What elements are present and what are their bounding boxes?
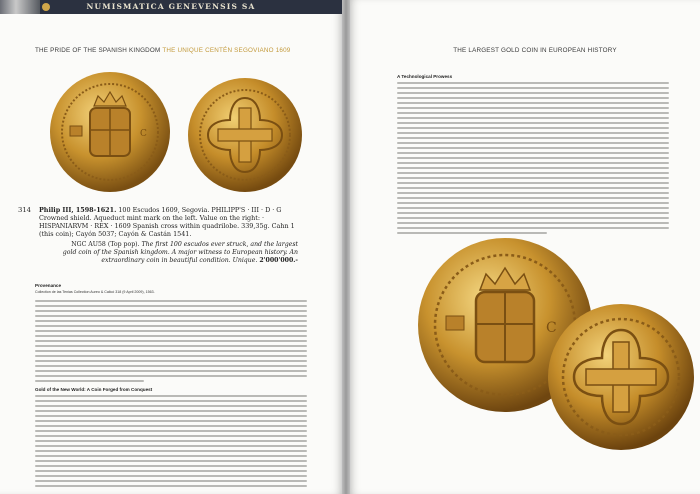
section-heading-gold-new-world: Gold of the New World: A Coin Forged from Conquest <box>35 387 153 392</box>
lot-body: 100 Escudos 1609, Segovia. PHILIPP'S · III · D · G Crowned shield. Aqueduct mint mark on the left. Value on the right: · HISPANIARVM · REX · 1609 Spanish cross within quadrilobe. 339,35g. Cahn 1 (this coin); Cayón 5037; Cayón & Castán 1541. <box>39 206 295 238</box>
section-heading-technology: A Technological Prowess <box>397 74 453 79</box>
heading-plain: THE PRIDE OF THE SPANISH KINGDOM <box>35 47 161 54</box>
coin-reverse-large-image <box>546 302 696 452</box>
coin-reverse-image <box>186 76 304 194</box>
svg-text:C: C <box>140 129 147 139</box>
lot-grade: NGC AU58 (Top pop). <box>71 241 140 248</box>
lot-title: Philip III, 1598-1621. <box>39 206 117 214</box>
lot-description <box>39 206 309 238</box>
right-page <box>350 0 700 494</box>
right-text-block <box>397 82 669 237</box>
provenance-text: Collection de las Tenias Collection Aureo & Calicó 318 (9 April 2009), 1563. <box>35 290 155 294</box>
svg-text:C: C <box>546 320 557 336</box>
right-page-heading: THE LARGEST GOLD COIN IN EUROPEAN HISTORY <box>453 47 617 54</box>
book-gutter <box>342 0 350 494</box>
section-text-block <box>35 395 307 490</box>
left-page-heading <box>35 47 291 54</box>
intro-text-block <box>35 300 307 385</box>
heading-gold: THE UNIQUE CENTÉN SEGOVIANO 1609 <box>162 47 291 54</box>
lot-summary <box>60 241 298 265</box>
lot-estimate: 2'000'000.- <box>259 257 298 264</box>
lot-italic: The first 100 escudos ever struck, and the largest gold coin of the Spanish kingdom. A major witness to European history. An extraordinary coin in beautiful condition. Unique. <box>62 241 298 264</box>
left-page <box>0 0 342 494</box>
header-title: NUMISMATICA GENEVENSIS SA <box>86 2 256 11</box>
coin-obverse-image <box>48 70 172 194</box>
lot-number: 314 <box>18 206 31 214</box>
provenance-heading: Provenance <box>35 283 62 288</box>
